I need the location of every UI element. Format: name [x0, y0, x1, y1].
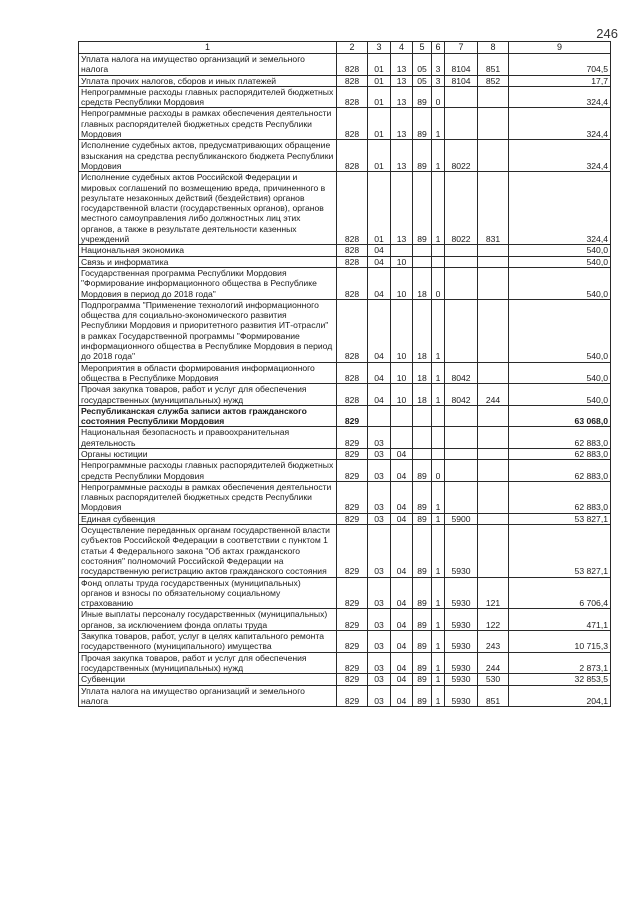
subsection-code-cell: 10 — [391, 384, 413, 406]
program-code-cell — [413, 427, 432, 449]
section-code-cell: 01 — [368, 86, 391, 108]
subprogram-code-cell — [432, 256, 445, 267]
row-name-cell: Исполнение судебных актов Российской Федерации и мировых соглашений по возмещению вреда, причиненного в результате незаконных действий (бездействия) органов государственной власти (государственных органов), органов местного самоуправления либо должностных лиц этих органов, а также в результате деятельности казенных учреждений — [79, 172, 337, 245]
amount-cell: 63 068,0 — [509, 405, 611, 427]
subprogram-code-cell: 3 — [432, 75, 445, 86]
expense-type-cell: 121 — [478, 577, 509, 609]
subsection-code-cell: 10 — [391, 267, 413, 299]
admin-code-cell: 828 — [337, 384, 368, 406]
amount-cell: 540,0 — [509, 362, 611, 384]
direction-code-cell: 8104 — [445, 75, 478, 86]
subsection-code-cell: 13 — [391, 172, 413, 245]
program-code-cell — [413, 405, 432, 427]
program-code-cell: 89 — [413, 525, 432, 577]
program-code-cell: 89 — [413, 172, 432, 245]
direction-code-cell: 8022 — [445, 140, 478, 172]
expense-type-cell — [478, 86, 509, 108]
subprogram-code-cell: 1 — [432, 674, 445, 685]
direction-code-cell — [445, 427, 478, 449]
row-name-cell: Субвенции — [79, 674, 337, 685]
amount-cell: 17,7 — [509, 75, 611, 86]
column-header: 4 — [391, 42, 413, 54]
direction-code-cell: 5930 — [445, 652, 478, 674]
amount-cell: 324,4 — [509, 86, 611, 108]
amount-cell: 540,0 — [509, 267, 611, 299]
table-row — [79, 140, 611, 172]
admin-code-cell: 828 — [337, 108, 368, 140]
amount-cell: 704,5 — [509, 54, 611, 76]
row-name-cell: Органы юстиции — [79, 448, 337, 459]
column-header: 8 — [478, 42, 509, 54]
direction-code-cell — [445, 86, 478, 108]
section-code-cell: 04 — [368, 256, 391, 267]
amount-cell: 62 883,0 — [509, 460, 611, 482]
table-row — [79, 256, 611, 267]
section-code-cell: 04 — [368, 384, 391, 406]
row-name-cell: Исполнение судебных актов, предусматривающих обращение взыскания на средства республиканского бюджета Республики Мордовия — [79, 140, 337, 172]
table-row — [79, 362, 611, 384]
subsection-code-cell: 04 — [391, 631, 413, 653]
expense-type-cell — [478, 245, 509, 256]
row-name-cell: Прочая закупка товаров, работ и услуг для обеспечения государственных (муниципальных) нужд — [79, 652, 337, 674]
row-name-cell: Непрограммные расходы главных распорядителей бюджетных средств Республики Мордовия — [79, 460, 337, 482]
program-code-cell: 05 — [413, 54, 432, 76]
program-code-cell: 89 — [413, 108, 432, 140]
table-row — [79, 460, 611, 482]
program-code-cell: 18 — [413, 299, 432, 362]
direction-code-cell — [445, 448, 478, 459]
direction-code-cell: 8022 — [445, 172, 478, 245]
subsection-code-cell: 04 — [391, 513, 413, 524]
table-row — [79, 448, 611, 459]
row-name-cell: Мероприятия в области формирования информационного общества в Республике Мордовия — [79, 362, 337, 384]
program-code-cell — [413, 448, 432, 459]
row-name-cell: Единая субвенция — [79, 513, 337, 524]
table-row — [79, 405, 611, 427]
expense-type-cell — [478, 299, 509, 362]
subprogram-code-cell: 1 — [432, 384, 445, 406]
section-code-cell: 03 — [368, 525, 391, 577]
section-code-cell: 03 — [368, 652, 391, 674]
subprogram-code-cell: 1 — [432, 577, 445, 609]
expense-type-cell: 851 — [478, 685, 509, 707]
table-row — [79, 685, 611, 707]
program-code-cell: 89 — [413, 140, 432, 172]
expense-type-cell: 244 — [478, 652, 509, 674]
subsection-code-cell: 04 — [391, 525, 413, 577]
admin-code-cell: 829 — [337, 427, 368, 449]
admin-code-cell: 828 — [337, 75, 368, 86]
table-row — [79, 108, 611, 140]
section-code-cell: 03 — [368, 448, 391, 459]
admin-code-cell: 829 — [337, 674, 368, 685]
table-row — [79, 674, 611, 685]
amount-cell: 62 883,0 — [509, 481, 611, 513]
admin-code-cell: 829 — [337, 481, 368, 513]
table-row — [79, 481, 611, 513]
subsection-code-cell: 13 — [391, 75, 413, 86]
direction-code-cell: 8104 — [445, 54, 478, 76]
section-code-cell: 01 — [368, 54, 391, 76]
row-name-cell: Республиканская служба записи актов гражданского состояния Республики Мордовия — [79, 405, 337, 427]
amount-cell: 6 706,4 — [509, 577, 611, 609]
direction-code-cell: 5930 — [445, 525, 478, 577]
subsection-code-cell: 04 — [391, 448, 413, 459]
section-code-cell: 04 — [368, 299, 391, 362]
column-header: 6 — [432, 42, 445, 54]
row-name-cell: Уплата прочих налогов, сборов и иных платежей — [79, 75, 337, 86]
subprogram-code-cell: 1 — [432, 108, 445, 140]
row-name-cell: Национальная безопасность и правоохранительная деятельность — [79, 427, 337, 449]
table-row — [79, 513, 611, 524]
program-code-cell: 89 — [413, 460, 432, 482]
subsection-code-cell: 04 — [391, 609, 413, 631]
row-name-cell: Прочая закупка товаров, работ и услуг для обеспечения государственных (муниципальных) нужд — [79, 384, 337, 406]
amount-cell: 324,4 — [509, 172, 611, 245]
expense-type-cell: 122 — [478, 609, 509, 631]
amount-cell: 540,0 — [509, 384, 611, 406]
section-code-cell: 04 — [368, 362, 391, 384]
direction-code-cell: 8042 — [445, 384, 478, 406]
section-code-cell: 03 — [368, 631, 391, 653]
amount-cell: 62 883,0 — [509, 448, 611, 459]
table-row — [79, 267, 611, 299]
subsection-code-cell: 10 — [391, 362, 413, 384]
section-code-cell: 03 — [368, 460, 391, 482]
subprogram-code-cell: 1 — [432, 299, 445, 362]
expense-type-cell — [478, 525, 509, 577]
subprogram-code-cell: 1 — [432, 652, 445, 674]
amount-cell: 324,4 — [509, 140, 611, 172]
program-code-cell: 18 — [413, 384, 432, 406]
admin-code-cell: 829 — [337, 448, 368, 459]
subprogram-code-cell: 1 — [432, 140, 445, 172]
section-code-cell: 03 — [368, 674, 391, 685]
subsection-code-cell — [391, 245, 413, 256]
direction-code-cell: 5930 — [445, 685, 478, 707]
subprogram-code-cell: 1 — [432, 631, 445, 653]
budget-table — [78, 41, 611, 707]
program-code-cell: 89 — [413, 674, 432, 685]
subprogram-code-cell: 0 — [432, 86, 445, 108]
program-code-cell: 89 — [413, 577, 432, 609]
subprogram-code-cell: 0 — [432, 267, 445, 299]
section-code-cell: 04 — [368, 245, 391, 256]
subprogram-code-cell: 1 — [432, 685, 445, 707]
program-code-cell — [413, 245, 432, 256]
row-name-cell: Закупка товаров, работ, услуг в целях капитального ремонта государственного (муниципального) имущества — [79, 631, 337, 653]
subprogram-code-cell: 1 — [432, 362, 445, 384]
amount-cell: 540,0 — [509, 245, 611, 256]
expense-type-cell: 244 — [478, 384, 509, 406]
table-row — [79, 245, 611, 256]
amount-cell: 471,1 — [509, 609, 611, 631]
admin-code-cell: 829 — [337, 652, 368, 674]
expense-type-cell — [478, 513, 509, 524]
subprogram-code-cell: 1 — [432, 172, 445, 245]
program-code-cell: 89 — [413, 513, 432, 524]
subprogram-code-cell: 3 — [432, 54, 445, 76]
row-name-cell: Непрограммные расходы в рамках обеспечения деятельности главных распорядителей бюджетных средств Республики Мордовия — [79, 108, 337, 140]
direction-code-cell: 5930 — [445, 577, 478, 609]
table-row — [79, 384, 611, 406]
expense-type-cell: 852 — [478, 75, 509, 86]
subsection-code-cell: 10 — [391, 256, 413, 267]
table-row — [79, 54, 611, 76]
subsection-code-cell: 04 — [391, 481, 413, 513]
expense-type-cell: 831 — [478, 172, 509, 245]
direction-code-cell — [445, 405, 478, 427]
expense-type-cell — [478, 481, 509, 513]
table-row — [79, 631, 611, 653]
subprogram-code-cell: 1 — [432, 525, 445, 577]
admin-code-cell: 829 — [337, 577, 368, 609]
row-name-cell: Связь и информатика — [79, 256, 337, 267]
table-row — [79, 427, 611, 449]
amount-cell: 62 883,0 — [509, 427, 611, 449]
subprogram-code-cell: 1 — [432, 609, 445, 631]
row-name-cell: Национальная экономика — [79, 245, 337, 256]
subsection-code-cell: 04 — [391, 674, 413, 685]
direction-code-cell — [445, 256, 478, 267]
page-number: 246 — [596, 26, 618, 41]
subsection-code-cell: 13 — [391, 54, 413, 76]
table-row — [79, 86, 611, 108]
expense-type-cell — [478, 362, 509, 384]
program-code-cell: 89 — [413, 481, 432, 513]
admin-code-cell: 828 — [337, 54, 368, 76]
direction-code-cell — [445, 267, 478, 299]
section-code-cell: 03 — [368, 481, 391, 513]
amount-cell: 324,4 — [509, 108, 611, 140]
expense-type-cell — [478, 427, 509, 449]
subsection-code-cell: 04 — [391, 652, 413, 674]
table-row — [79, 609, 611, 631]
table-body — [79, 54, 611, 707]
admin-code-cell: 828 — [337, 245, 368, 256]
row-name-cell: Фонд оплаты труда государственных (муниципальных) органов и взносы по обязательному социальному страхованию — [79, 577, 337, 609]
subprogram-code-cell: 0 — [432, 460, 445, 482]
subprogram-code-cell — [432, 245, 445, 256]
expense-type-cell — [478, 267, 509, 299]
amount-cell: 540,0 — [509, 299, 611, 362]
column-header: 1 — [79, 42, 337, 54]
admin-code-cell: 828 — [337, 172, 368, 245]
admin-code-cell: 829 — [337, 631, 368, 653]
section-code-cell: 03 — [368, 685, 391, 707]
column-header: 9 — [509, 42, 611, 54]
direction-code-cell — [445, 108, 478, 140]
admin-code-cell: 829 — [337, 525, 368, 577]
direction-code-cell — [445, 299, 478, 362]
admin-code-cell: 828 — [337, 267, 368, 299]
expense-type-cell — [478, 140, 509, 172]
direction-code-cell — [445, 481, 478, 513]
expense-type-cell — [478, 460, 509, 482]
expense-type-cell: 530 — [478, 674, 509, 685]
subsection-code-cell: 13 — [391, 140, 413, 172]
amount-cell: 53 827,1 — [509, 513, 611, 524]
amount-cell: 10 715,3 — [509, 631, 611, 653]
admin-code-cell: 829 — [337, 685, 368, 707]
program-code-cell: 89 — [413, 685, 432, 707]
amount-cell: 540,0 — [509, 256, 611, 267]
admin-code-cell: 829 — [337, 405, 368, 427]
program-code-cell: 18 — [413, 267, 432, 299]
column-header: 7 — [445, 42, 478, 54]
subprogram-code-cell — [432, 405, 445, 427]
row-name-cell: Непрограммные расходы в рамках обеспечения деятельности главных распорядителей бюджетных средств Республики Мордовия — [79, 481, 337, 513]
expense-type-cell — [478, 405, 509, 427]
section-code-cell: 03 — [368, 577, 391, 609]
subprogram-code-cell: 1 — [432, 513, 445, 524]
program-code-cell — [413, 256, 432, 267]
direction-code-cell: 5930 — [445, 631, 478, 653]
subsection-code-cell: 13 — [391, 86, 413, 108]
subsection-code-cell: 13 — [391, 108, 413, 140]
program-code-cell: 89 — [413, 652, 432, 674]
expense-type-cell — [478, 256, 509, 267]
admin-code-cell: 828 — [337, 86, 368, 108]
admin-code-cell: 828 — [337, 299, 368, 362]
admin-code-cell: 829 — [337, 513, 368, 524]
row-name-cell: Государственная программа Республики Мордовия "Формирование информационного общества в Республике Мордовия в период до 2018 года" — [79, 267, 337, 299]
expense-type-cell — [478, 108, 509, 140]
expense-type-cell: 851 — [478, 54, 509, 76]
subprogram-code-cell: 1 — [432, 481, 445, 513]
row-name-cell: Уплата налога на имущество организаций и земельного налога — [79, 685, 337, 707]
table-row — [79, 525, 611, 577]
program-code-cell: 18 — [413, 362, 432, 384]
direction-code-cell: 5930 — [445, 674, 478, 685]
section-code-cell: 01 — [368, 108, 391, 140]
header-row — [79, 42, 611, 54]
amount-cell: 32 853,5 — [509, 674, 611, 685]
expense-type-cell — [478, 448, 509, 459]
expense-type-cell: 243 — [478, 631, 509, 653]
subsection-code-cell: 04 — [391, 460, 413, 482]
section-code-cell: 03 — [368, 609, 391, 631]
direction-code-cell — [445, 245, 478, 256]
subsection-code-cell: 04 — [391, 685, 413, 707]
amount-cell: 204,1 — [509, 685, 611, 707]
row-name-cell: Уплата налога на имущество организаций и земельного налога — [79, 54, 337, 76]
subsection-code-cell — [391, 405, 413, 427]
section-code-cell: 03 — [368, 427, 391, 449]
table-row — [79, 75, 611, 86]
admin-code-cell: 829 — [337, 460, 368, 482]
column-header: 5 — [413, 42, 432, 54]
column-header: 2 — [337, 42, 368, 54]
table-row — [79, 577, 611, 609]
subprogram-code-cell — [432, 448, 445, 459]
subprogram-code-cell — [432, 427, 445, 449]
direction-code-cell: 5930 — [445, 609, 478, 631]
amount-cell: 53 827,1 — [509, 525, 611, 577]
subsection-code-cell — [391, 427, 413, 449]
table-row — [79, 299, 611, 362]
admin-code-cell: 829 — [337, 609, 368, 631]
amount-cell: 2 873,1 — [509, 652, 611, 674]
row-name-cell: Подпрограмма "Применение технологий информационного общества для социально-экономического развития Республики Мордовия и приоритетного развития ИТ-отрасли" в рамках Государственной программы "Формирование информационного общества в Республике Мордовия в период до 2018 года" — [79, 299, 337, 362]
admin-code-cell: 828 — [337, 362, 368, 384]
program-code-cell: 89 — [413, 631, 432, 653]
direction-code-cell: 5900 — [445, 513, 478, 524]
row-name-cell: Иные выплаты персоналу государственных (муниципальных) органов, за исключением фонда оплаты труда — [79, 609, 337, 631]
section-code-cell — [368, 405, 391, 427]
table-row — [79, 172, 611, 245]
admin-code-cell: 828 — [337, 140, 368, 172]
row-name-cell: Непрограммные расходы главных распорядителей бюджетных средств Республики Мордовия — [79, 86, 337, 108]
subsection-code-cell: 04 — [391, 577, 413, 609]
section-code-cell: 04 — [368, 267, 391, 299]
direction-code-cell — [445, 460, 478, 482]
section-code-cell: 01 — [368, 172, 391, 245]
section-code-cell: 01 — [368, 140, 391, 172]
program-code-cell: 89 — [413, 609, 432, 631]
column-header: 3 — [368, 42, 391, 54]
table-row — [79, 652, 611, 674]
admin-code-cell: 828 — [337, 256, 368, 267]
section-code-cell: 03 — [368, 513, 391, 524]
direction-code-cell: 8042 — [445, 362, 478, 384]
section-code-cell: 01 — [368, 75, 391, 86]
program-code-cell: 89 — [413, 86, 432, 108]
subsection-code-cell: 10 — [391, 299, 413, 362]
program-code-cell: 05 — [413, 75, 432, 86]
row-name-cell: Осуществление переданных органам государственной власти субъектов Российской Федерации в соответствии с пунктом 1 статьи 4 Федерального закона "Об актах гражданского состояния" полномочий Российской Федерации на государственную регистрацию актов гражданского состояния — [79, 525, 337, 577]
